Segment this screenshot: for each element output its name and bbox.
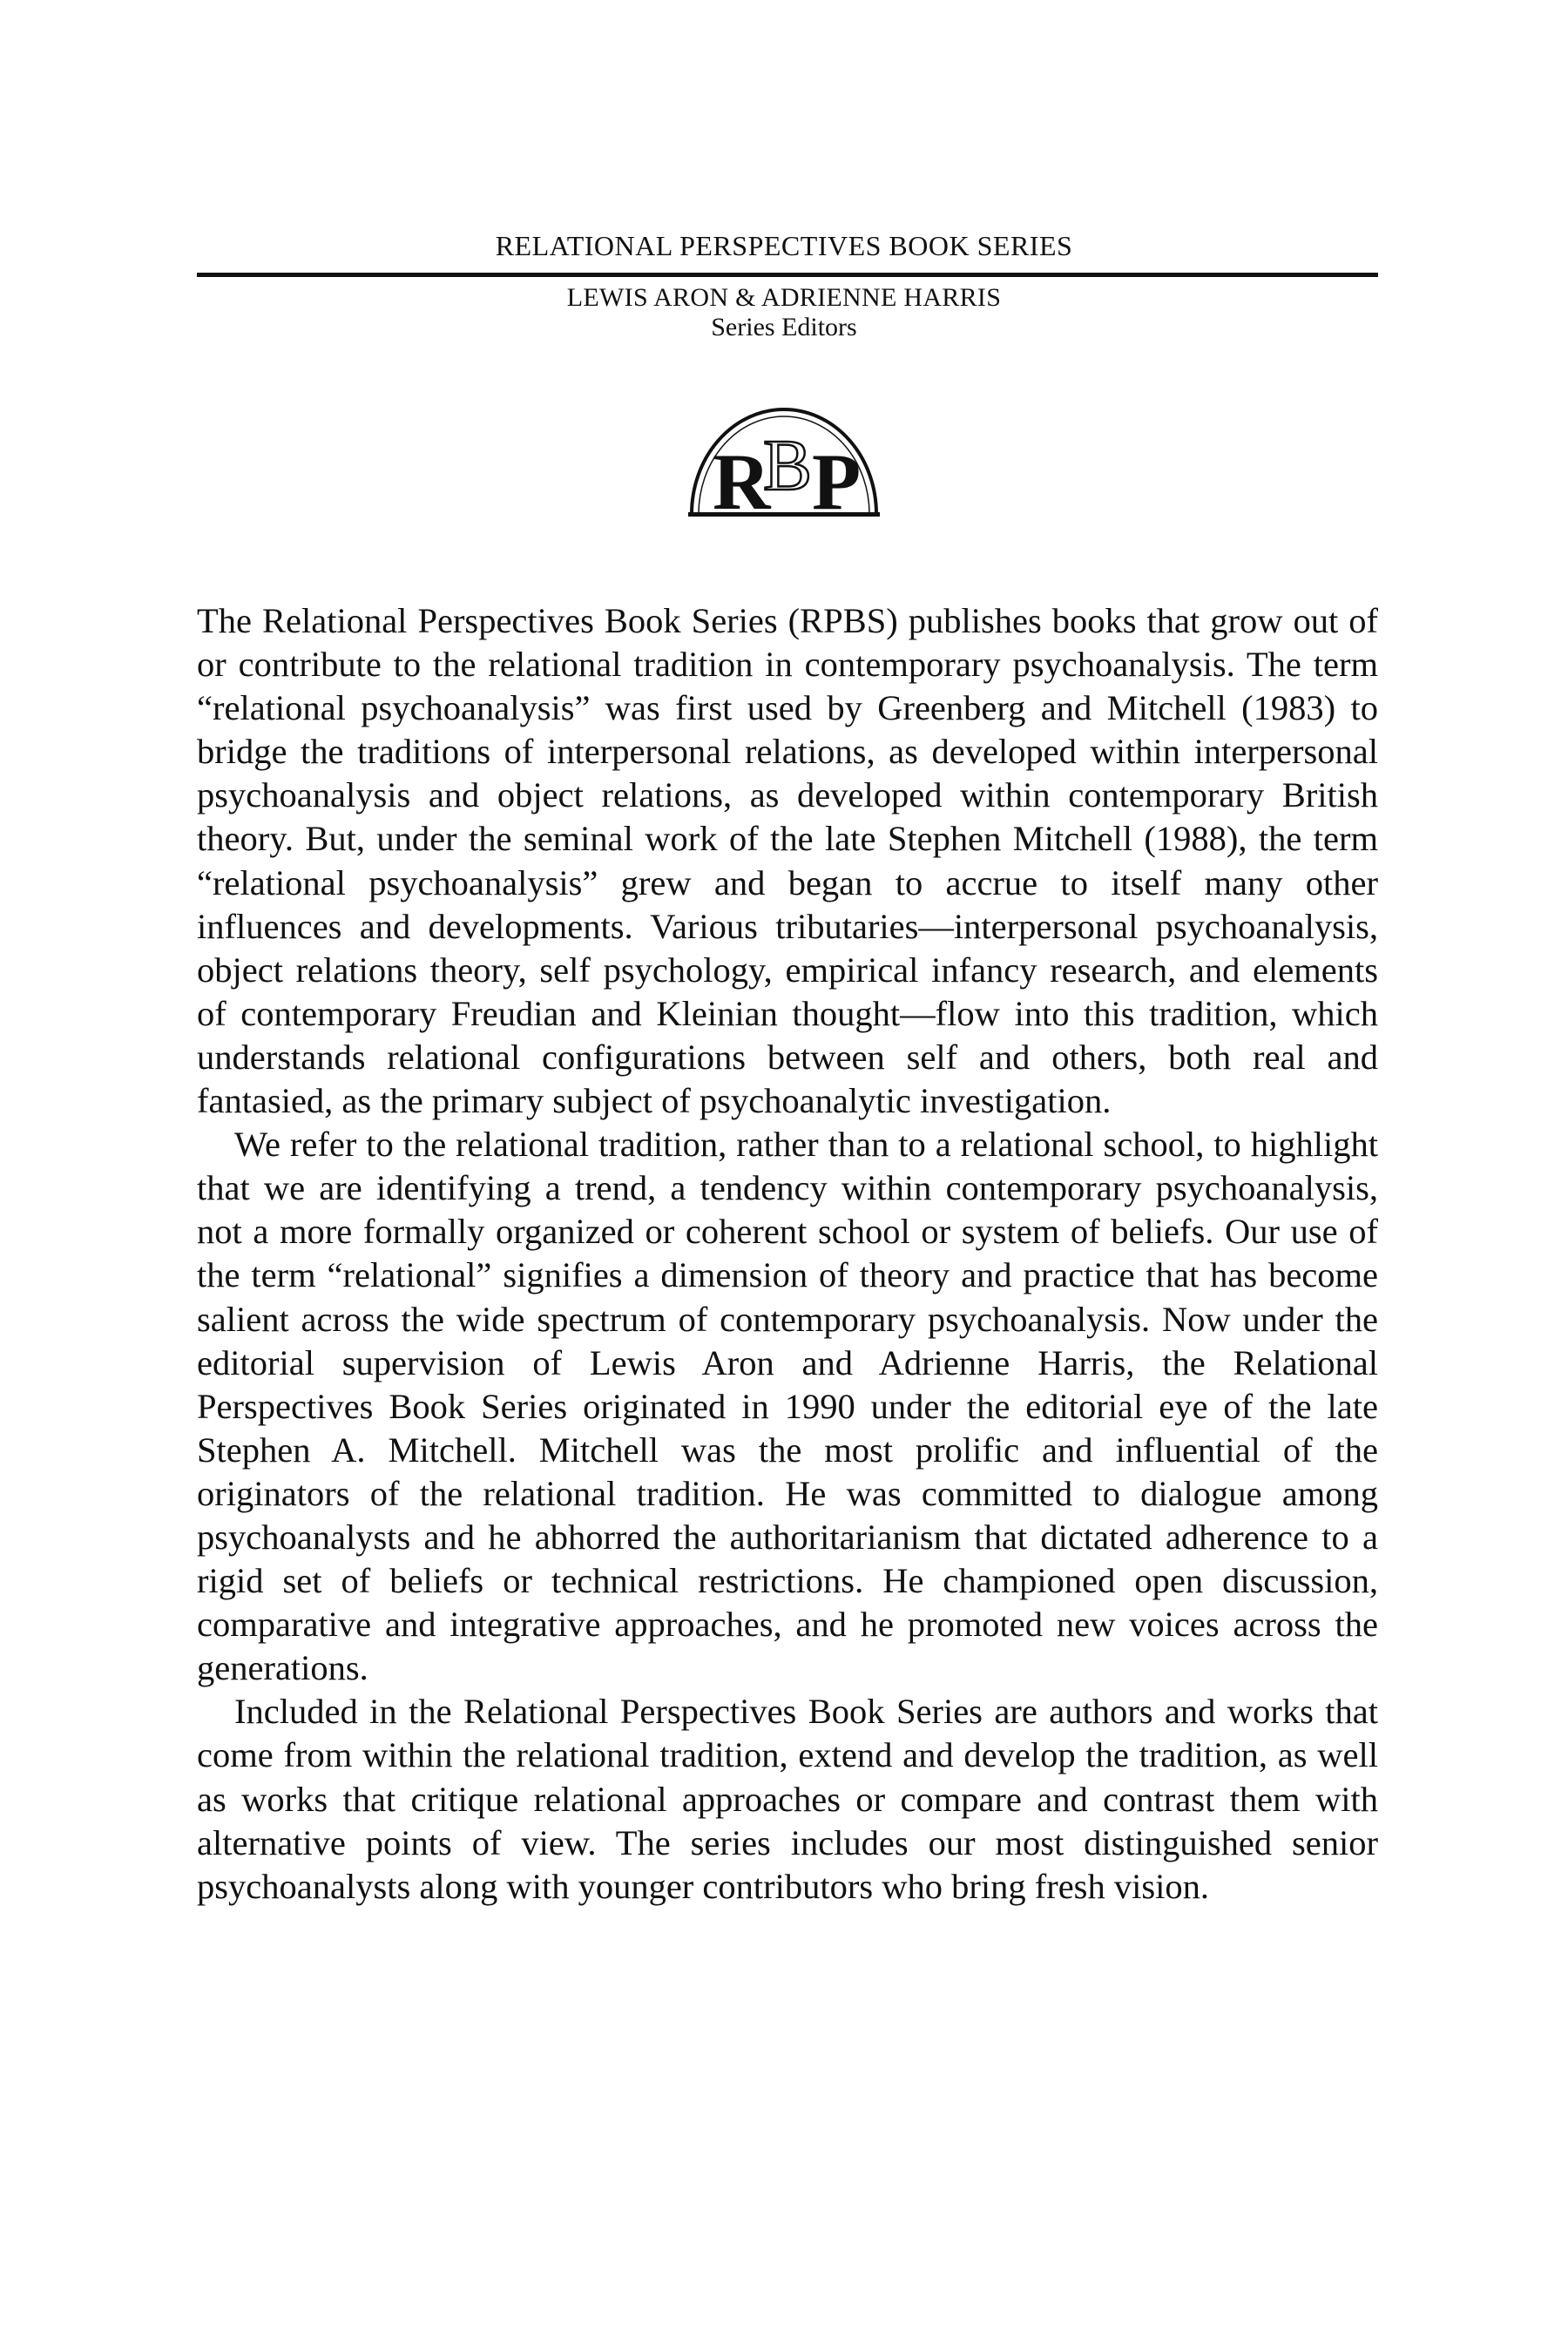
series-editors: LEWIS ARON & ADRIENNE HARRIS	[566, 283, 1002, 312]
paragraph: We refer to the relational tradition, rather than to a relational school, to highlight that we are identifying a trend, a tendency within contemporary psychoanalysis, not a more formally organized or coherent school or system of beliefs. Our use of the term “relational” signifies a dimension of theory and practice that has become salient across the wide spectrum of contemporary psychoanalysis. Now under the editorial supervision of Lewis Aron and Adrienne Harris, the Relational Perspectives Book Series originated in 1990 under the editorial eye of the late Stephen A. Mitchell. Mitchell was the most prolific and influential of the originators of the relational tradition. He was committed to dialogue among psychoanalysts and he abhorred the authoritarianism that dictated adherence to a rigid set of beliefs or technical restrictions. He championed open discussion, comparative and integrative approaches, and he promoted new voices across the generations.	[197, 1125, 1378, 1688]
svg-text:P: P	[812, 437, 862, 523]
header-rule	[197, 273, 1378, 277]
series-editors-role: Series Editors	[711, 313, 857, 341]
svg-text:R: R	[713, 437, 771, 523]
paragraph: Included in the Relational Perspectives Book Series are authors and works that come from within the relational tradition, extend and develop the tradition, as well as works that critique relational approaches or compare and contrast them with alternative points of view. The series includes our most distinguished senior psychoanalysts along with younger contributors who bring fresh vision.	[197, 1692, 1378, 1906]
series-title: RELATIONAL PERSPECTIVES BOOK SERIES	[495, 230, 1073, 261]
svg-text:B: B	[763, 425, 813, 506]
rbp-logo-icon	[681, 394, 887, 523]
paragraph: The Relational Perspectives Book Series (RPBS) publishes books that grow out of or contribute to the relational tradition in contemporary psychoanalysis. The term “relational psychoanalysis” was first used by Greenberg and Mitchell (1983) to bridge the traditions of interpersonal relations, as developed within interpersonal psychoanalysis and object relations, as developed within contemporary British theory. But, under the seminal work of the late Stephen Mitchell (1988), the term “relational psychoanalysis” grew and began to accrue to itself many other influences and developments. Various tributaries—interpersonal psychoanalysis, object relations theory, self psychology, empirical infancy research, and elements of contemporary Freudian and Kleinian thought—flow into this tradition, which understands relational configurations between self and others, both real and fantasied, as the primary subject of psychoanalytic investigation.	[197, 601, 1378, 1121]
series-description	[197, 599, 1378, 1909]
